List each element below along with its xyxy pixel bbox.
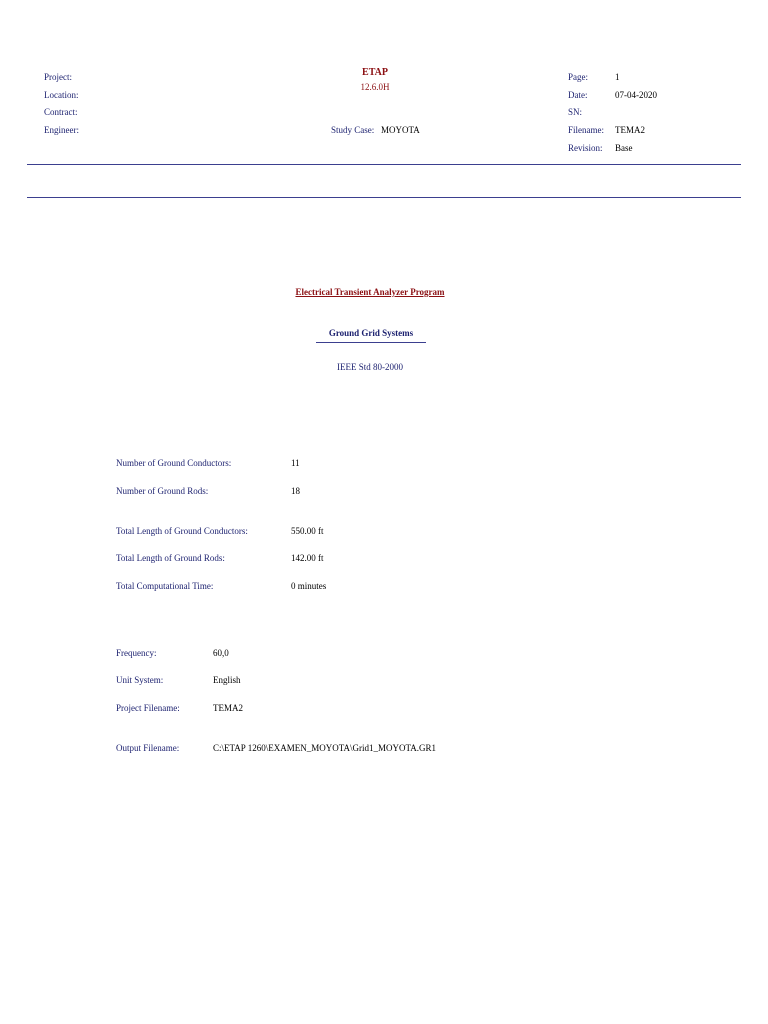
header-rule-bottom	[27, 197, 741, 198]
system-title: Ground Grid Systems	[328, 328, 414, 338]
comp-time-label: Total Computational Time:	[116, 581, 214, 591]
engineer-label: Engineer:	[44, 125, 79, 135]
date-label: Date:	[568, 90, 588, 100]
project-filename-label: Project Filename:	[116, 703, 180, 713]
comp-time-value: 0 minutes	[291, 581, 327, 591]
contract-label: Contract:	[44, 107, 78, 117]
study-case-value: MOYOTA	[381, 125, 420, 135]
app-name: ETAP	[362, 67, 388, 78]
rod-length-value: 142.00 ft	[291, 553, 324, 563]
frequency-value: 60,0	[213, 648, 229, 658]
revision-label: Revision:	[568, 143, 603, 153]
rod-length-label: Total Length of Ground Rods:	[116, 553, 225, 563]
filename-label: Filename:	[568, 125, 604, 135]
app-version: 12.6.0H	[360, 82, 390, 92]
program-title: Electrical Transient Analyzer Program	[295, 287, 445, 297]
ground-conductors-label: Number of Ground Conductors:	[116, 458, 232, 468]
date-value: 07-04-2020	[615, 90, 657, 100]
system-title-underline	[316, 342, 426, 343]
project-filename-value: TEMA2	[213, 703, 243, 713]
standard-title: IEEE Std 80-2000	[337, 362, 403, 372]
revision-value: Base	[615, 143, 633, 153]
header-rule-top	[27, 164, 741, 165]
filename-value: TEMA2	[615, 125, 645, 135]
output-filename-label: Output Filename:	[116, 743, 180, 753]
conductor-length-label: Total Length of Ground Conductors:	[116, 526, 248, 536]
location-label: Location:	[44, 90, 79, 100]
frequency-label: Frequency:	[116, 648, 157, 658]
conductor-length-value: 550.00 ft	[291, 526, 324, 536]
ground-conductors-value: 11	[291, 458, 300, 468]
output-filename-value: C:\ETAP 1260\EXAMEN_MOYOTA\Grid1_MOYOTA.GR1	[213, 743, 437, 753]
ground-rods-label: Number of Ground Rods:	[116, 486, 209, 496]
study-case-label: Study Case:	[331, 125, 375, 135]
sn-label: SN:	[568, 107, 583, 117]
page-value: 1	[615, 72, 620, 82]
unit-system-label: Unit System:	[116, 675, 164, 685]
unit-system-value: English	[213, 675, 241, 685]
ground-rods-value: 18	[291, 486, 300, 496]
project-label: Project:	[44, 72, 72, 82]
page-label: Page:	[568, 72, 588, 82]
